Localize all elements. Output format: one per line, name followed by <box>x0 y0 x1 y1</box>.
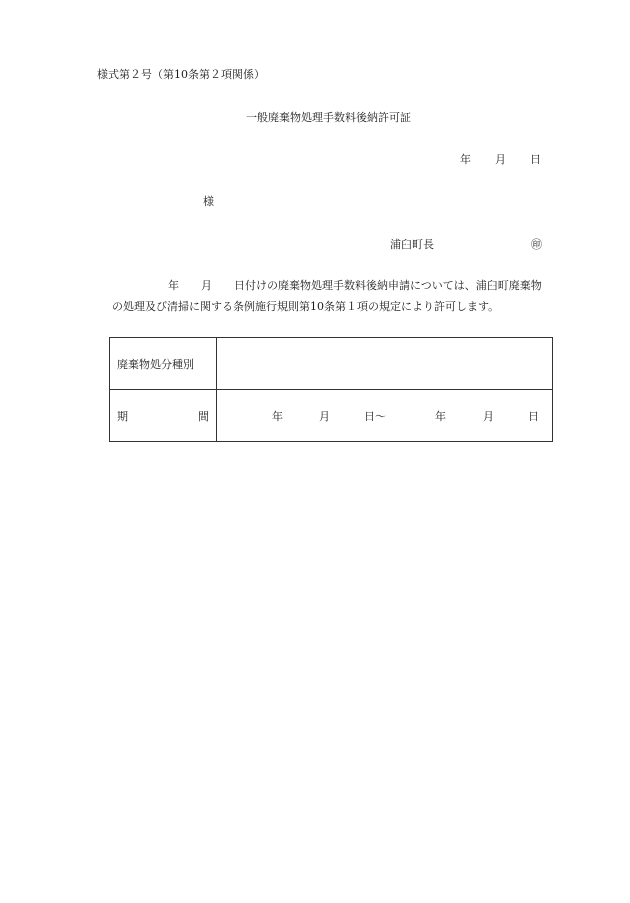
period-start-month: 月 <box>319 409 330 423</box>
body-text-line-2: の処理及び清掃に関する条例施行規則第10条第１項の規定により許可します。 <box>112 300 500 313</box>
issuer-name: 浦臼町長 <box>390 238 434 251</box>
period-end-month: 月 <box>483 409 494 423</box>
period-end-year: 年 <box>435 409 446 423</box>
period-label-part-2: 間 <box>198 409 209 423</box>
period-start-year: 年 <box>272 409 283 423</box>
body-text-line-1: 年 月 日付けの廃棄物処理手数料後納申請については、浦臼町廃棄物 <box>168 279 542 292</box>
form-number: 様式第２号（第10条第２項関係） <box>97 68 265 81</box>
period-value <box>217 390 553 442</box>
addressee-suffix: 様 <box>203 195 214 208</box>
period-label <box>110 390 217 442</box>
table-row <box>110 390 553 442</box>
date-month-label: 月 <box>495 153 506 166</box>
period-end-day: 日 <box>528 409 539 423</box>
period-label-part-1: 期 <box>117 409 128 423</box>
seal-mark: ㊞ <box>531 238 542 251</box>
date-year-label: 年 <box>460 153 471 166</box>
waste-type-value <box>217 338 553 390</box>
document-title: 一般廃棄物処理手数料後納許可証 <box>246 111 411 124</box>
table-row <box>110 338 553 390</box>
issue-date <box>460 153 541 167</box>
period-start-day: 日～ <box>364 409 386 423</box>
date-day-label: 日 <box>530 153 541 166</box>
permit-table <box>109 337 553 442</box>
waste-type-label: 廃棄物処分種別 <box>110 338 217 390</box>
